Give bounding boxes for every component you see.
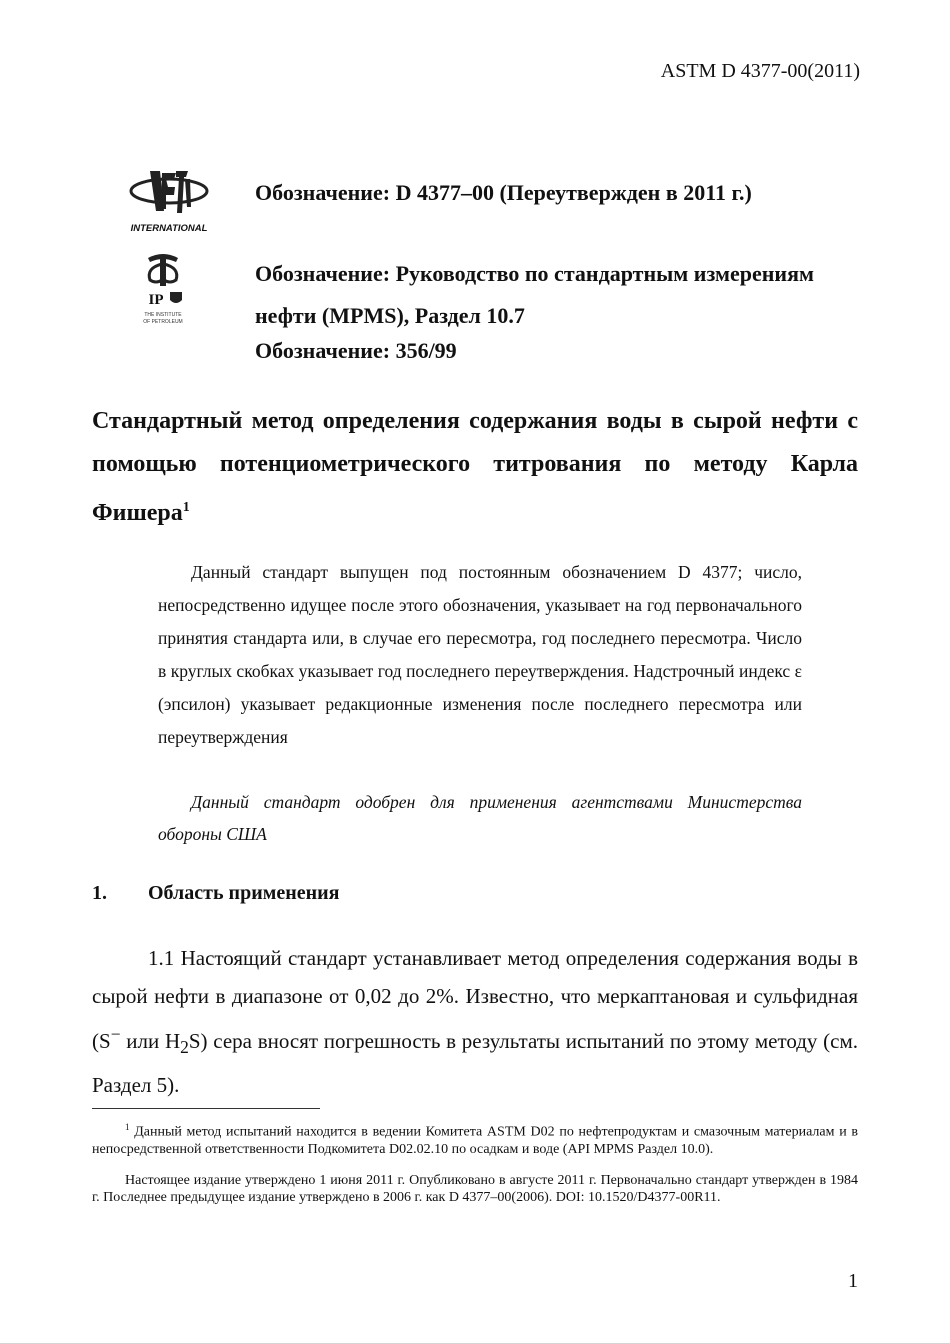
paragraph-1-1: [92, 939, 858, 1104]
footnote-1: [92, 1119, 858, 1158]
paragraph-sub: 2: [180, 1037, 189, 1058]
designation-mpms: Обозначение: Руководство по стандартным измерениям нефти (MPMS), Раздел 10.7: [255, 261, 814, 328]
designation-astm: Обозначение: D 4377–00 (Переутвержден в 2011 г.): [255, 180, 752, 205]
section-title: Область применения: [148, 882, 340, 904]
ip-logo-sub2: OF PETROLEUM: [143, 319, 183, 325]
footnote-1-text: Данный метод испытаний находится в ведении Комитета ASTM D02 по нефтепродуктам и смазочным материалам и в непосредственной ответственности Подкомитета D02.02.10 по осадкам и воде (API MPMS Раздел 10.0).: [92, 1124, 858, 1157]
standard-notice: Данный стандарт выпущен под постоянным обозначением D 4377; число, непосредственно идущее после этого обозначения, указывает на год первоначального принятия стандарта или, в случае его пересмотра, год последнего пересмотра. Число в круглых скобках указывает год последнего переутверждения. Надстрочный индекс ε (эпсилон) указывает редакционные изменения после последнего пересмотра или переутверждения: [158, 562, 802, 747]
designation-ip: Обозначение: 356/99: [255, 338, 457, 363]
paragraph-text-c: S) сера вносят погрешность в результаты испытаний по этому методу (см. Раздел 5).: [92, 1029, 858, 1098]
document-title: [92, 400, 858, 535]
page-number: 1: [848, 1270, 858, 1292]
ip-logo-sub1: THE INSTITUTE: [144, 312, 182, 318]
ip-logo-text: IP: [148, 292, 164, 308]
footnote-2: Настоящее издание утверждено 1 июня 2011 г. Опубликовано в августе 2011 г. Первоначально стандарт утвержден в 1984 г. Последнее предыдущее издание утверждено в 2006 г. как D 4377–00(2006). DOI: 10.1520/D4377-00R11.: [92, 1173, 858, 1205]
paragraph-text-b: или H: [120, 1029, 181, 1053]
title-footnote-mark: 1: [182, 500, 190, 515]
dod-approval-note: Данный стандарт одобрен для применения агентствами Министерства обороны США: [158, 792, 802, 844]
section-heading: [92, 882, 340, 905]
title-text: Стандартный метод определения содержания воды в сырой нефти с помощью потенциометрического титрования по методу Карла Фишера: [92, 408, 858, 526]
astm-logo-icon: [128, 163, 210, 235]
document-code: ASTM D 4377-00(2011): [660, 60, 860, 82]
paragraph-number: 1.1: [148, 946, 175, 970]
footnote-divider: [92, 1108, 320, 1109]
paragraph-sup: −: [110, 1024, 121, 1044]
footnote-1-mark: 1: [125, 1122, 130, 1132]
astm-logo-text: INTERNATIONAL: [130, 223, 208, 234]
section-number: 1.: [92, 882, 107, 904]
ip-logo-icon: [138, 250, 188, 330]
paragraph-text-a: Настоящий стандарт устанавливает метод определения содержания воды в сырой нефти в диапазоне от 0,02 до 2%. Известно, что меркаптановая и сульфидная (S: [92, 946, 858, 1053]
